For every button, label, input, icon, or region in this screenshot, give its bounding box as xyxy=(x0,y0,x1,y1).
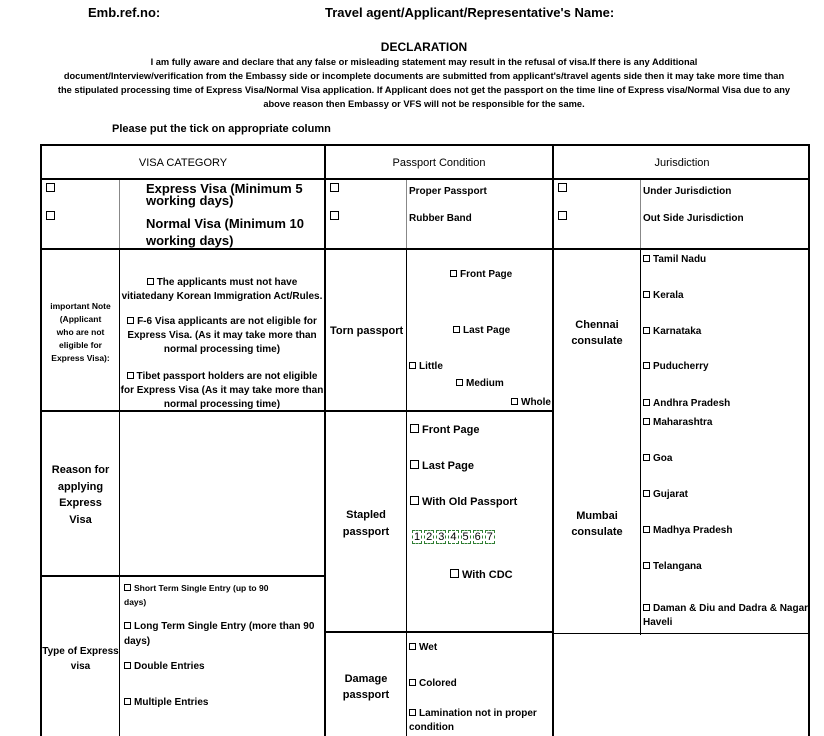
torn-whole-option[interactable] xyxy=(511,397,551,408)
state-label: Gujarat xyxy=(653,489,689,500)
note-1 xyxy=(120,276,324,304)
under-jurisdiction-label: Under Jurisdiction xyxy=(643,186,732,197)
state-option[interactable] xyxy=(643,453,672,464)
checkbox-icon xyxy=(511,398,518,405)
option-label: Long Term Single Entry (more than 90 xyxy=(134,621,315,632)
state-option[interactable] xyxy=(643,525,732,536)
page-number-box[interactable]: 5 xyxy=(462,531,469,543)
consulate-text: consulate xyxy=(571,526,623,538)
table-divider xyxy=(406,180,407,248)
checkbox-icon xyxy=(643,418,650,425)
checkbox-icon xyxy=(643,604,650,611)
reason-label xyxy=(42,462,119,528)
option-label: days) xyxy=(124,636,151,647)
consulate-text: consulate xyxy=(571,335,623,347)
state-label: Madhya Pradesh xyxy=(653,525,733,536)
note-text: for Express Visa (As it may take more than xyxy=(120,385,324,396)
under-jurisdiction-checkbox[interactable] xyxy=(558,183,567,192)
note-text: normal processing time) xyxy=(163,344,281,355)
checkbox-icon xyxy=(643,454,650,461)
header-visa-category: VISA CATEGORY xyxy=(138,157,228,169)
reason-text: Visa xyxy=(69,513,92,526)
damage-passport-label xyxy=(326,671,406,703)
torn-last-option[interactable] xyxy=(453,325,510,336)
option-label: Front Page xyxy=(460,269,513,280)
normal-visa-label: Normal Visa (Minimum 10 xyxy=(146,216,304,231)
note-checkbox-icon xyxy=(147,278,154,285)
declaration-line: above reason then Embassy or VFS will not be responsible for the same. xyxy=(263,99,585,109)
chennai-consulate-label xyxy=(554,317,640,349)
stapled-front-option[interactable] xyxy=(410,424,479,436)
reason-input-area[interactable] xyxy=(121,413,323,574)
table-border-right xyxy=(808,144,810,736)
checkbox-icon xyxy=(410,496,419,505)
normal-visa-option xyxy=(146,215,304,249)
option-label: Wet xyxy=(419,642,438,653)
state-option[interactable] xyxy=(643,489,688,500)
express-visa-label: working days) xyxy=(146,193,234,208)
table-divider xyxy=(119,412,120,736)
express-type-text: Type of Express xyxy=(42,646,119,657)
table-divider xyxy=(552,144,554,736)
page-number-box[interactable]: 6 xyxy=(474,531,481,543)
stapled-text: passport xyxy=(342,525,390,538)
header-passport-condition: Passport Condition xyxy=(392,157,486,169)
declaration-line: I am fully aware and declare that any false or misleading statement may result in the refusal of visa.If there is any Additional xyxy=(150,57,698,67)
state-option[interactable] xyxy=(643,561,702,572)
state-label: Andhra Pradesh xyxy=(653,398,731,409)
torn-front-option[interactable] xyxy=(450,269,512,280)
stapled-old-option[interactable] xyxy=(410,496,517,508)
state-label: Puducherry xyxy=(653,361,709,372)
note-checkbox-icon xyxy=(127,372,134,379)
declaration-title: DECLARATION xyxy=(380,40,468,54)
state-label: Telangana xyxy=(653,561,702,572)
instruction-text: Please put the tick on appropriate column xyxy=(112,123,331,135)
checkbox-icon xyxy=(409,643,416,650)
reason-text: applying xyxy=(57,480,104,493)
note-text: normal processing time) xyxy=(163,399,281,410)
option-label: condition xyxy=(409,722,454,733)
stapled-last-option[interactable] xyxy=(410,460,474,472)
express-type-label xyxy=(42,644,119,674)
state-label: Goa xyxy=(653,453,673,464)
outside-jurisdiction-label: Out Side Jurisdiction xyxy=(643,213,744,224)
rubber-band-checkbox[interactable] xyxy=(330,211,339,220)
table-divider xyxy=(40,178,810,180)
proper-passport-checkbox[interactable] xyxy=(330,183,339,192)
page-number-box[interactable]: 2 xyxy=(426,531,433,543)
express-visa-label: Express Visa (Minimum 5 xyxy=(146,181,303,196)
state-label: Haveli xyxy=(643,617,673,628)
express-visa-checkbox[interactable] xyxy=(46,183,55,192)
outside-jurisdiction-checkbox[interactable] xyxy=(558,211,567,220)
state-option[interactable] xyxy=(643,326,701,337)
emb-ref-label: Emb.ref.no: xyxy=(88,5,161,20)
checkbox-icon xyxy=(409,709,416,716)
reason-text: Express xyxy=(59,497,102,509)
option-label: Colored xyxy=(419,678,457,689)
checkbox-icon xyxy=(124,662,131,669)
option-label: Double Entries xyxy=(134,661,205,672)
note-2 xyxy=(120,315,324,357)
state-label: Kerala xyxy=(653,290,684,301)
checkbox-icon xyxy=(450,270,457,277)
important-note-text: eligible for xyxy=(59,340,102,350)
normal-visa-label: working days) xyxy=(146,233,234,248)
state-label: Tamil Nadu xyxy=(653,254,707,265)
checkbox-icon xyxy=(643,255,650,262)
declaration-text xyxy=(0,55,824,111)
double-entry-option[interactable] xyxy=(124,661,205,672)
table-divider xyxy=(119,180,120,248)
checkbox-icon xyxy=(643,490,650,497)
option-label: Front Page xyxy=(422,424,480,436)
page-number-box[interactable]: 3 xyxy=(438,531,445,543)
normal-visa-checkbox[interactable] xyxy=(46,211,55,220)
damage-wet-option[interactable] xyxy=(409,642,437,653)
option-label: Lamination not in proper xyxy=(419,708,537,719)
torn-little-option[interactable] xyxy=(409,361,443,372)
declaration-line: the stipulated processing time of Express Visa/Normal Visa application. If Applicant does not get the passport on the time line of Express visa/Normal Visa due to any xyxy=(57,85,791,95)
important-note-text: Express Visa): xyxy=(51,353,110,363)
checkbox-icon xyxy=(410,424,419,433)
express-visa-option xyxy=(146,183,303,207)
important-note-text: who are not xyxy=(56,327,105,337)
checkbox-icon xyxy=(124,584,131,591)
checkbox-icon xyxy=(410,460,419,469)
checkbox-icon xyxy=(643,362,650,369)
note-text: The applicants must not have xyxy=(156,277,298,288)
checkbox-icon xyxy=(409,679,416,686)
important-note-label xyxy=(42,300,119,365)
consulate-text: Chennai xyxy=(575,319,619,331)
proper-passport-label: Proper Passport xyxy=(409,186,487,197)
damage-text: Damage xyxy=(344,673,388,685)
note-checkbox-icon xyxy=(127,317,134,324)
damage-lamination-option[interactable] xyxy=(409,707,537,735)
state-label: Maharashtra xyxy=(653,417,713,428)
checkbox-icon xyxy=(409,362,416,369)
option-label: Medium xyxy=(466,378,504,389)
table-divider xyxy=(40,575,326,577)
state-option[interactable] xyxy=(643,254,706,265)
option-label: With Old Passport xyxy=(422,496,518,508)
checkbox-icon xyxy=(643,291,650,298)
page-number-strip xyxy=(411,531,496,543)
damage-colored-option[interactable] xyxy=(409,678,457,689)
agent-name-label: Travel agent/Applicant/Representative's Name: xyxy=(325,5,615,20)
state-option[interactable] xyxy=(643,417,712,428)
note-text: Express Visa. (As it may take more than xyxy=(127,330,317,341)
checkbox-icon xyxy=(643,327,650,334)
option-label: Last Page xyxy=(422,460,474,472)
stapled-text: Stapled xyxy=(346,509,386,521)
note-text: F-6 Visa applicants are not eligible for xyxy=(137,316,317,327)
checkbox-icon xyxy=(643,562,650,569)
option-label: Last Page xyxy=(463,325,511,336)
mumbai-consulate-label xyxy=(554,508,640,540)
state-option[interactable] xyxy=(643,361,709,372)
stapled-passport-label xyxy=(326,507,406,540)
checkbox-icon xyxy=(453,326,460,333)
long-term-option[interactable] xyxy=(124,619,314,649)
page-number-box[interactable]: 7 xyxy=(486,531,493,543)
checkbox-icon xyxy=(456,379,463,386)
damage-text: passport xyxy=(342,689,390,701)
checkbox-icon xyxy=(124,698,131,705)
option-label: With CDC xyxy=(462,569,513,581)
checkbox-icon xyxy=(450,569,459,578)
note-3 xyxy=(120,370,324,412)
option-label: Multiple Entries xyxy=(134,697,209,708)
state-option[interactable] xyxy=(643,602,808,630)
table-divider xyxy=(324,144,326,736)
checkbox-icon xyxy=(643,399,650,406)
rubber-band-label: Rubber Band xyxy=(409,213,472,224)
header-jurisdiction: Jurisdiction xyxy=(654,157,710,169)
option-label: Little xyxy=(419,361,443,372)
option-label: days) xyxy=(124,597,147,607)
page-number-box[interactable]: 4 xyxy=(450,531,457,543)
torn-passport-label: Torn passport xyxy=(330,325,404,337)
multiple-entry-option[interactable] xyxy=(124,697,208,708)
table-divider xyxy=(552,633,810,634)
option-label: Whole xyxy=(521,397,551,408)
express-type-text: visa xyxy=(70,661,91,672)
table-border-top xyxy=(40,144,810,146)
stapled-cdc-option[interactable] xyxy=(450,569,513,581)
table-divider xyxy=(640,180,641,248)
table-divider xyxy=(324,631,554,633)
state-label: Karnataka xyxy=(653,326,702,337)
table-divider xyxy=(406,412,407,632)
page-number-box[interactable]: 1 xyxy=(414,531,421,543)
short-term-option[interactable] xyxy=(124,581,268,609)
checkbox-icon xyxy=(643,526,650,533)
note-text: Tibet passport holders are not eligible xyxy=(136,371,318,382)
table-divider xyxy=(640,250,641,635)
important-note-text: important Note xyxy=(50,301,111,311)
checkbox-icon xyxy=(124,622,131,629)
consulate-text: Mumbai xyxy=(576,510,618,522)
state-option[interactable] xyxy=(643,290,684,301)
important-note-text: (Applicant xyxy=(59,314,102,324)
option-label: Short Term Single Entry (up to 90 xyxy=(134,583,269,593)
note-text: vitiatedany Korean Immigration Act/Rules. xyxy=(121,291,323,302)
declaration-line: document/Interview/verification from the Embassy side or incomplete documents are submitted from applicant's/travel agents side then it may take more time than xyxy=(63,71,785,81)
table-divider xyxy=(406,250,407,410)
table-divider xyxy=(406,633,407,736)
state-option[interactable] xyxy=(643,398,730,409)
reason-text: Reason for xyxy=(51,464,110,476)
torn-medium-option[interactable] xyxy=(456,378,504,389)
state-label: Daman & Diu and Dadra & Nagar xyxy=(653,603,809,614)
